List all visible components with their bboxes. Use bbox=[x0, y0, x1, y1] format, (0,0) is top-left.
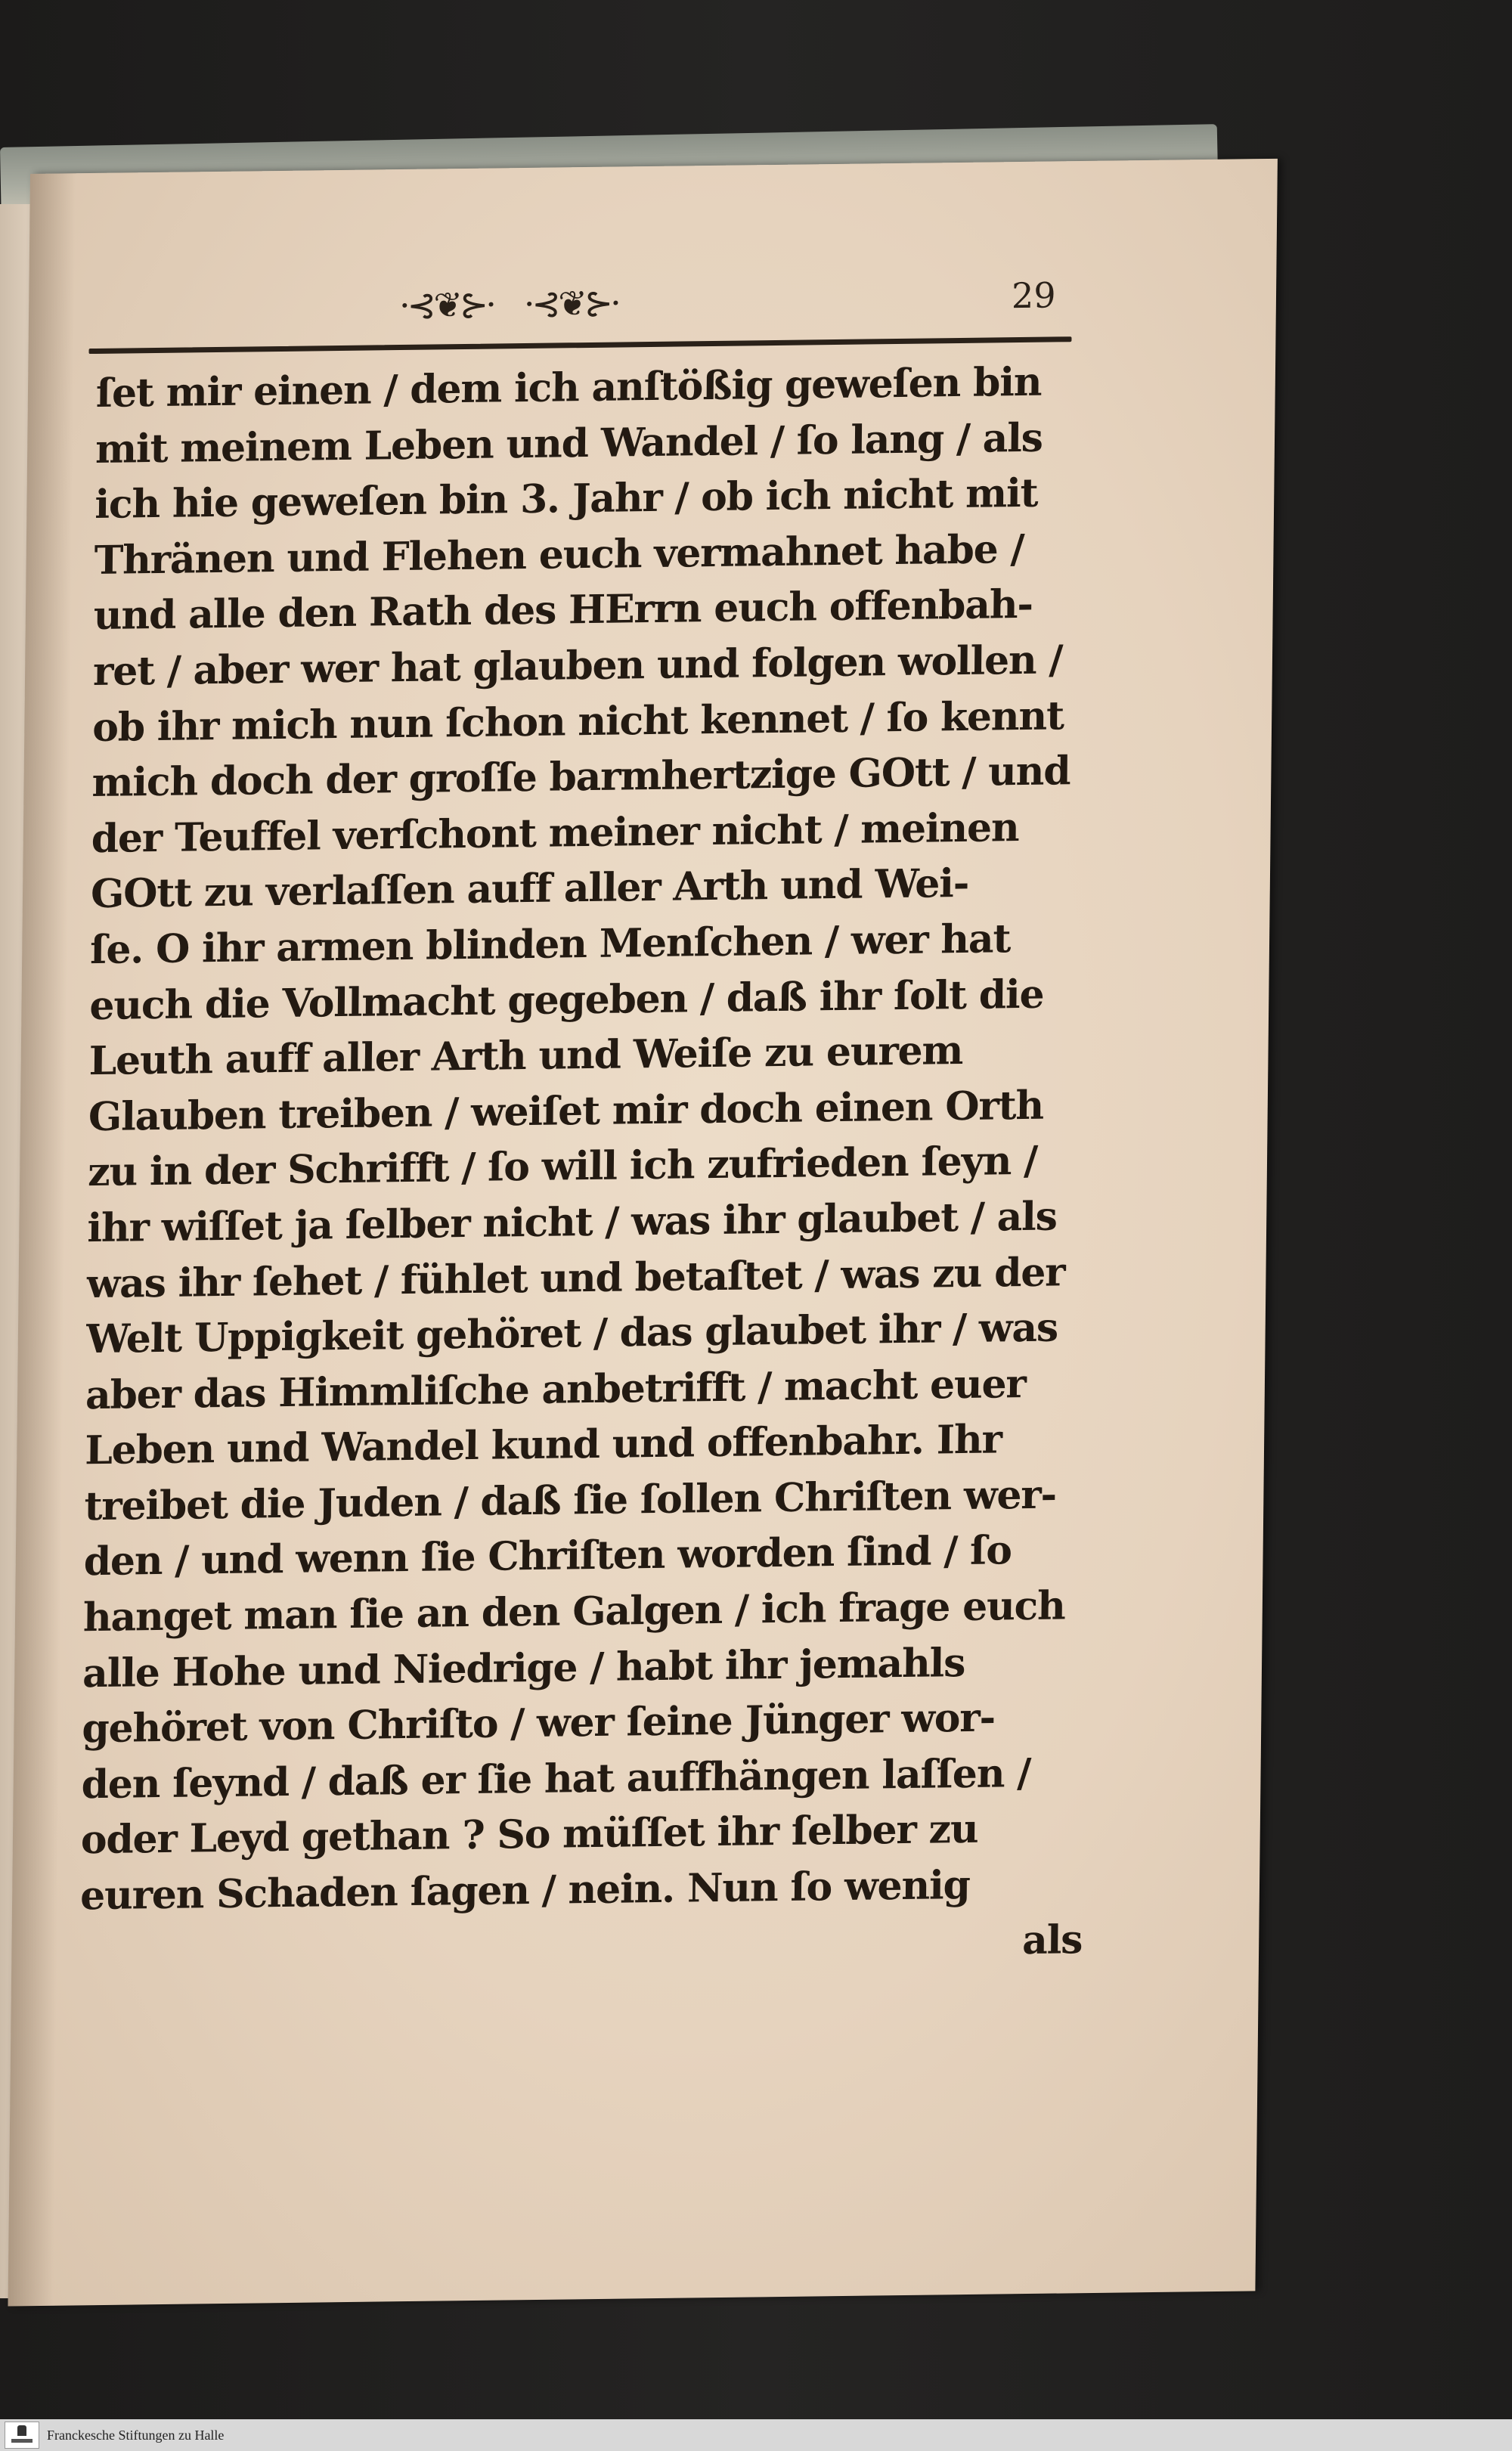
header-rule bbox=[88, 336, 1071, 354]
text-line: Thränen und Flehen euch vermahnet habe / bbox=[94, 525, 1024, 584]
text-line: ich hie geweſen bin 3. Jahr / ob ich nicht mit bbox=[94, 469, 1038, 528]
text-line: den ſeynd / daß er ſie hat auffhängen laſſen / bbox=[81, 1749, 1031, 1808]
text-line: zu in der Schrifft / ſo will ich zufrieden ſeyn / bbox=[87, 1138, 1038, 1196]
text-line: mit meinem Leben und Wandel / ſo lang / als bbox=[94, 414, 1043, 473]
text-line: euren Schaden ſagen / nein. Nun ſo wenig bbox=[79, 1861, 971, 1920]
ornament-right: ·⊰❦⊱· bbox=[523, 282, 619, 325]
text-line: ſe. O ihr armen blinden Menſchen / wer hat bbox=[89, 916, 1011, 974]
catchword: als bbox=[1021, 1916, 1083, 1963]
text-line: gehöret von Chriſto / wer ſeine Jünger wor- bbox=[82, 1694, 996, 1752]
text-line: aber das Himmliſche anbetrifft / macht euer bbox=[85, 1360, 1027, 1418]
text-line: ob ihr mich nun ſchon nicht kennet / ſo kennt bbox=[91, 692, 1064, 751]
text-line: Leuth auff aller Arth und Weiſe zu eurem bbox=[88, 1027, 963, 1085]
text-line: hanget man ſie an den Galgen / ich frage euch bbox=[82, 1582, 1066, 1641]
text-line: den / und wenn ſie Chriſten worden ſind / ſo bbox=[83, 1527, 1012, 1585]
header-ornament bbox=[399, 278, 793, 328]
text-line: und alle den Rath des HErrn euch offenbah- bbox=[93, 581, 1033, 640]
body-text bbox=[79, 354, 1101, 1980]
text-line: ret / aber wer hat glauben und folgen wollen / bbox=[92, 637, 1063, 695]
book-page bbox=[8, 159, 1277, 2307]
ornament-left: ·⊰❦⊱· bbox=[398, 284, 494, 327]
text-line: Glauben treiben / weiſet mir doch einen Orth bbox=[88, 1082, 1044, 1140]
text-line: treibet die Juden / daß ſie ſollen Chriſten wer- bbox=[84, 1471, 1057, 1530]
institution-logo-icon bbox=[5, 2422, 39, 2449]
institution-footer bbox=[0, 2419, 1512, 2451]
text-line: GOtt zu verlaſſen auff aller Arth und Wei- bbox=[90, 860, 969, 918]
text-line: oder Leyd gethan ? So müſſet ihr ſelber zu bbox=[80, 1806, 978, 1864]
text-line: mich doch der groſſe barmhertzige GOtt / und bbox=[91, 748, 1070, 807]
text-line: euch die Vollmacht gegeben / daß ihr ſolt die bbox=[89, 971, 1044, 1029]
page-number: 29 bbox=[1011, 274, 1056, 317]
text-line: Welt Uppigkeit gehöret / das glaubet ihr / was bbox=[85, 1304, 1058, 1363]
text-line: alle Hohe und Niedrige / habt ihr jemahls bbox=[82, 1639, 965, 1696]
text-line: was ihr ſehet / fühlet und betaſtet / was zu der bbox=[86, 1248, 1065, 1307]
institution-name: Franckesche Stiftungen zu Halle bbox=[47, 2427, 225, 2443]
text-line: ſet mir einen / dem ich anſtößig geweſen bin bbox=[95, 358, 1042, 417]
text-line: der Teuffel verſchont meiner nicht / meinen bbox=[91, 804, 1019, 862]
text-line: ihr wiſſet ja ſelber nicht / was ihr glaubet / als bbox=[87, 1193, 1058, 1252]
text-line: Leben und Wandel kund und offenbahr. Ihr bbox=[84, 1416, 1002, 1474]
